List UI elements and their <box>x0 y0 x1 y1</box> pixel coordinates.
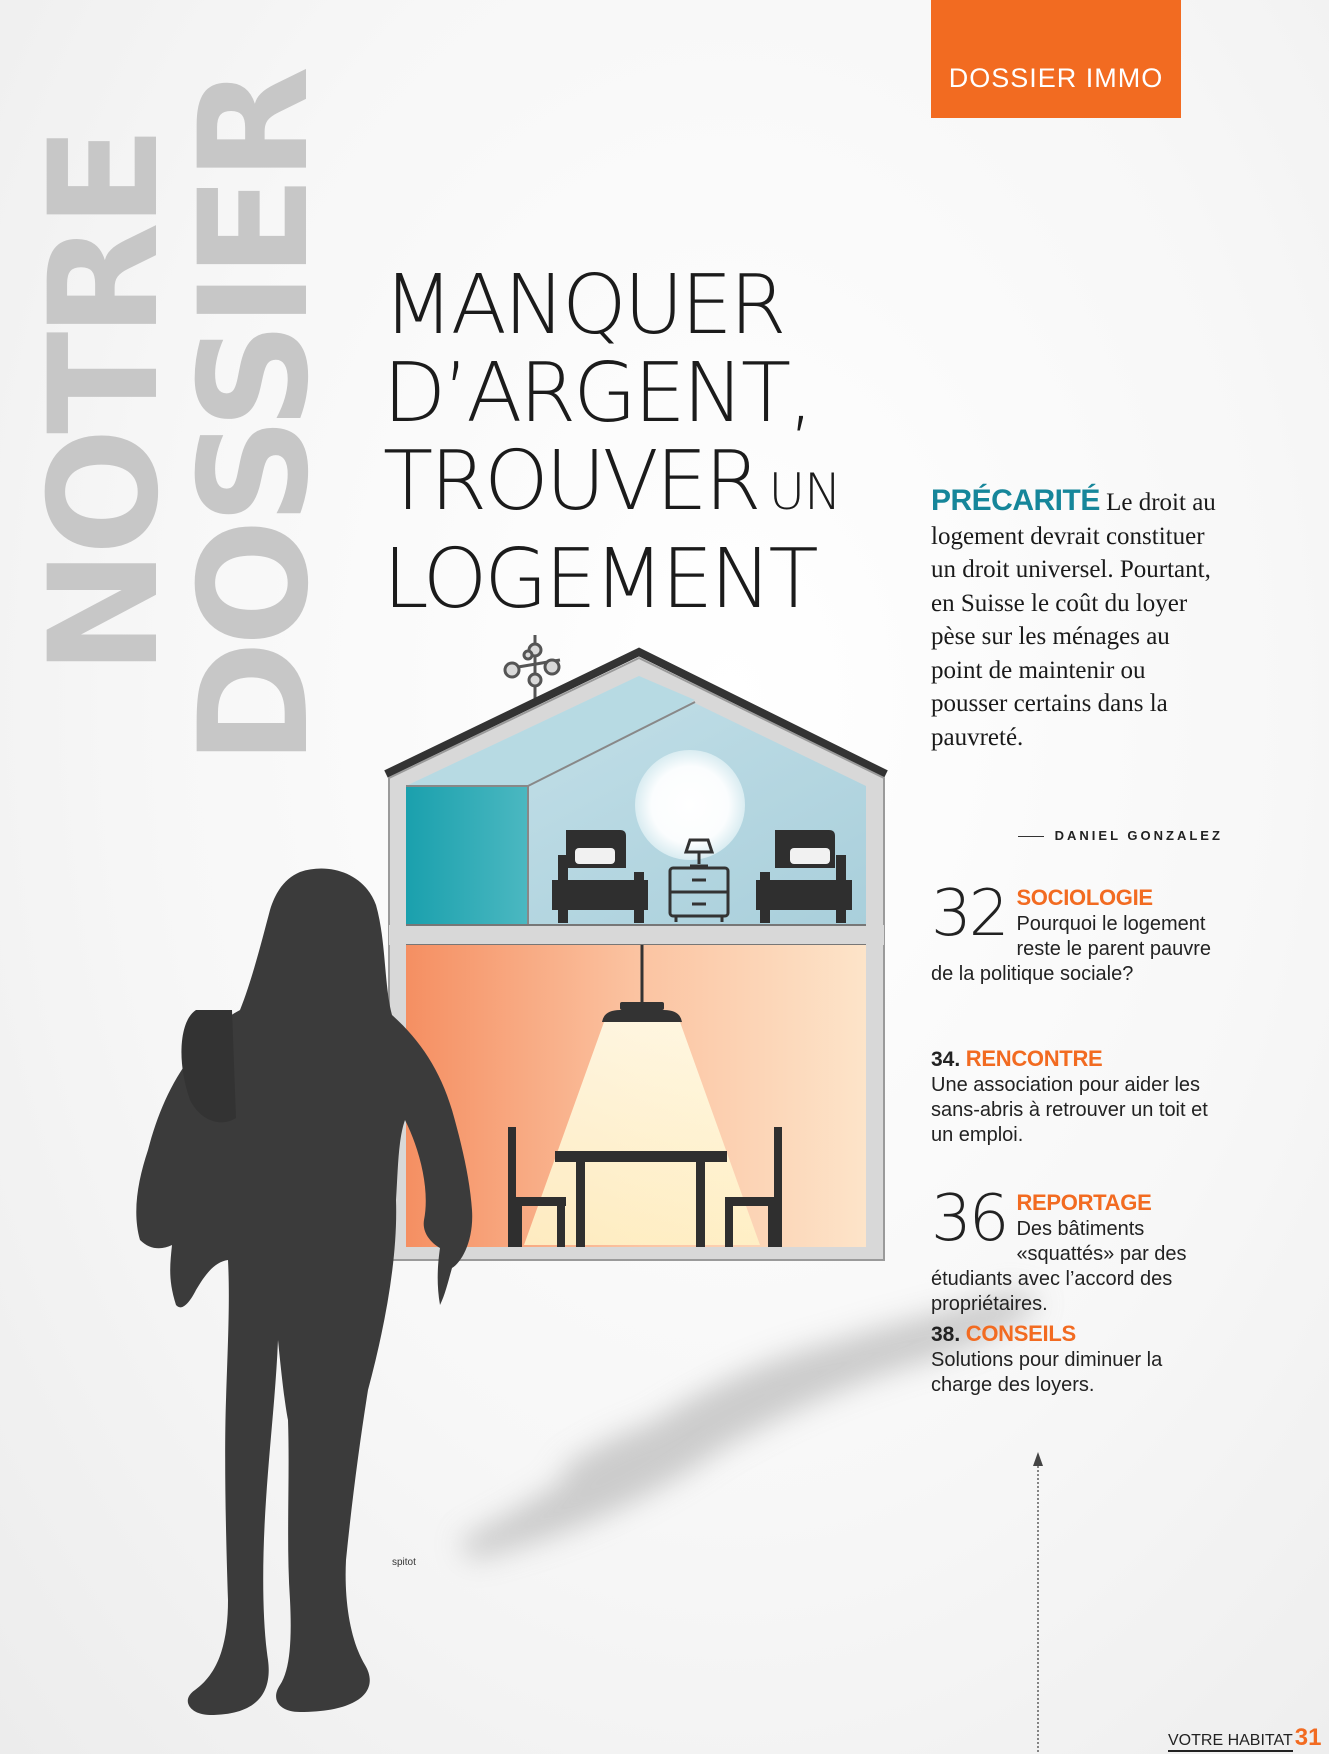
author-byline <box>1018 828 1223 843</box>
toc-text: Des bâtiments «squattés» par des étudiants avec l’accord des propriétaires. <box>931 1218 1187 1315</box>
toc-item-rencontre[interactable] <box>931 1046 1221 1148</box>
headline-line-3-main: TROUVER <box>383 434 759 529</box>
vertical-title-line-2: DOSSIER <box>168 71 342 765</box>
page-number: 31 <box>1294 1724 1322 1751</box>
page-footer <box>1168 1724 1321 1752</box>
headline-line-1: MANQUER <box>383 258 784 353</box>
headline-line-3-small: UN <box>768 463 841 521</box>
headline-line-4: LOGEMENT <box>383 532 816 627</box>
toc-category: SOCIOLOGIE <box>1016 885 1153 910</box>
toc-text: Pourquoi le logement reste le parent pauvre de la politique sociale? <box>931 913 1211 985</box>
section-tag-label: DOSSIER IMMO <box>948 63 1164 93</box>
toc-page-number: 38. <box>931 1323 961 1346</box>
byline-rule <box>1018 836 1044 837</box>
toc-page-number: 36 <box>931 1182 1007 1256</box>
toc-text: Une association pour aider les sans-abris à retrouver un toit et un emploi. <box>931 1074 1208 1146</box>
intro-kicker: PRÉCARITÉ <box>931 484 1100 517</box>
toc-page-number: 34. <box>931 1048 961 1071</box>
toc-item-reportage[interactable] <box>931 1182 1221 1317</box>
arrow-indicator <box>1033 1452 1043 1754</box>
headline-line-2: D’ARGENT, <box>383 346 812 441</box>
toc-category: REPORTAGE <box>1016 1190 1152 1215</box>
toc-category: RENCONTRE <box>965 1046 1103 1071</box>
vertical-title-line-1: NOTRE <box>18 131 192 675</box>
photo-credit: spitot <box>392 1557 416 1568</box>
toc-text: Solutions pour diminuer la charge des loyers. <box>931 1349 1163 1396</box>
headline <box>383 258 841 627</box>
toc-item-sociologie[interactable] <box>931 877 1221 987</box>
upper-room-teal-wall <box>406 786 528 925</box>
toc-item-conseils[interactable] <box>931 1321 1221 1398</box>
publication-name: VOTRE HABITAT <box>1168 1732 1293 1752</box>
intro-paragraph <box>931 484 1221 754</box>
toc-category: CONSEILS <box>965 1321 1076 1346</box>
headline-line-3 <box>383 434 841 536</box>
author-name: DANIEL GONZALEZ <box>1054 828 1223 843</box>
toc-page-number: 32 <box>931 877 1007 951</box>
intro-text: Le droit au logement devrait constituer un droit universel. Pourtant, en Suisse le coût du loyer pèse sur les ménages au point de maintenir ou pousser certains dans la pauvreté. <box>931 489 1216 751</box>
